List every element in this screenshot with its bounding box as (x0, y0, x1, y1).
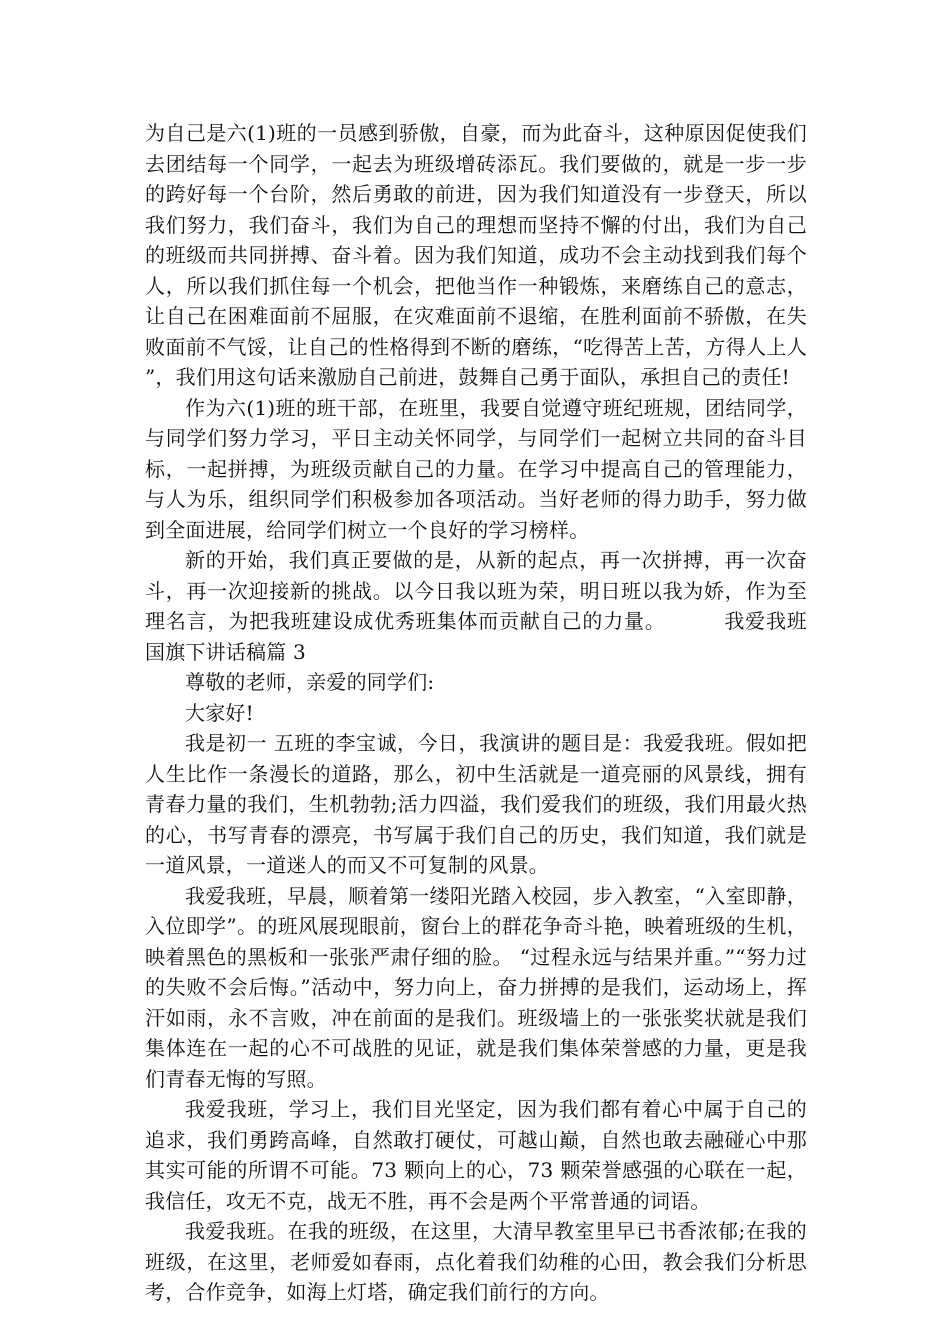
paragraph-1: 为自己是六(1)班的一员感到骄傲，自豪，而为此奋斗，这种原因促使我们去团结每一个同学，一起去为班级增砖添瓦。我们要做的，就是一步一步的跨好每一个台阶，然后勇敢的前进，因为我们知道没有一步登天，所以我们努力，我们奋斗，我们为自己的理想而坚持不懈的付出，我们为自己的班级而共同拼搏、奋斗着。因为我们知道，成功不会主动找到我们每个人，所以我们抓住每一个机会，把他当作一种锻炼，来磨练自己的意志，让自己在困难面前不屈服，在灾难面前不退缩，在胜利面前不骄傲，在失败面前不气馁，让自己的性格得到不断的磨练，“吃得苦上苦，方得人上人”，我们用这句话来激励自己前进，鼓舞自己勇于面队，承担自己的责任! (145, 121, 807, 389)
paragraph-3-text: 新的开始，我们真正要做的是，从新的起点，再一次拼搏，再一次奋斗，再一次迎接新的挑战。以今日我以班为荣，明日班以我为娇，作为至理名言，为把我班建设成优秀班集体而贡献自己的力量。 (145, 548, 807, 633)
salutation: 尊敬的老师，亲爱的同学们: (185, 670, 435, 694)
document-page (145, 118, 807, 1308)
greeting: 大家好! (185, 700, 254, 725)
paragraph-2: 作为六(1)班的班干部，在班里，我要自觉遵守班纪班规，团结同学，与同学们努力学习，平日主动关怀同学，与同学们一起树立共同的奋斗目标，一起拼搏，为班级贡献自己的力量。在学习中提高自己的管理能力，与人为乐，组织同学们积极参加各项活动。当好老师的得力助手，努力做到全面进展，给同学们树立一个良好的学习榜样。 (145, 395, 807, 542)
paragraph-8: 我爱我班，学习上，我们目光坚定，因为我们都有着心中属于自己的追求，我们勇跨高峰，自然敢打硬仗，可越山巅，自然也敢去融碰心中那其实可能的所谓不可能。73 颗向上的心，73 颗荣誉感强的心联在一起，我信任，攻无不克，战无不胜，再不会是两个平常普通的词语。 (145, 1097, 807, 1213)
paragraph-7: 我爱我班，早晨，顺着第一缕阳光踏入校园，步入教室，“入室即静，入位即学”。的班风展现眼前，窗台上的群花争奇斗艳，映着班级的生机，映着黑色的黑板和一张张严肃仔细的脸。 “过程永远与结果并重。”“努力过的失败不会后悔。”活动中，努力向上，奋力拼搏的是我们，运动场上，挥汗如雨，永不言败，冲在前面的是我们。班级墙上的一张张奖状就是我们集体连在一起的心不可战胜的见证，就是我们集体荣誉感的力量，更是我们青春无悔的写照。 (145, 883, 807, 1091)
section-title: 我爱我班国旗下讲话稿篇 3 (145, 609, 807, 664)
paragraph-6: 我是初一 五班的李宝诚，今日，我演讲的题目是：我爱我班。假如把人生比作一条漫长的道路，那么，初中生活就是一道亮丽的风景线，拥有青春力量的我们，生机勃勃;活力四溢，我们爱我们的班级，我们用最火热的心，书写青春的漂亮，书写属于我们自己的历史，我们知道，我们就是一道风景，一道迷人的而又不可复制的风景。 (145, 731, 807, 877)
paragraph-3 (145, 545, 807, 667)
paragraph-9: 我爱我班。在我的班级，在这里，大清早教室里早已书香浓郁;在我的班级，在这里，老师爱如春雨，点化着我们幼稚的心田，教会我们分析思考，合作竞争，如海上灯塔，确定我们前行的方向。 (145, 1219, 807, 1304)
